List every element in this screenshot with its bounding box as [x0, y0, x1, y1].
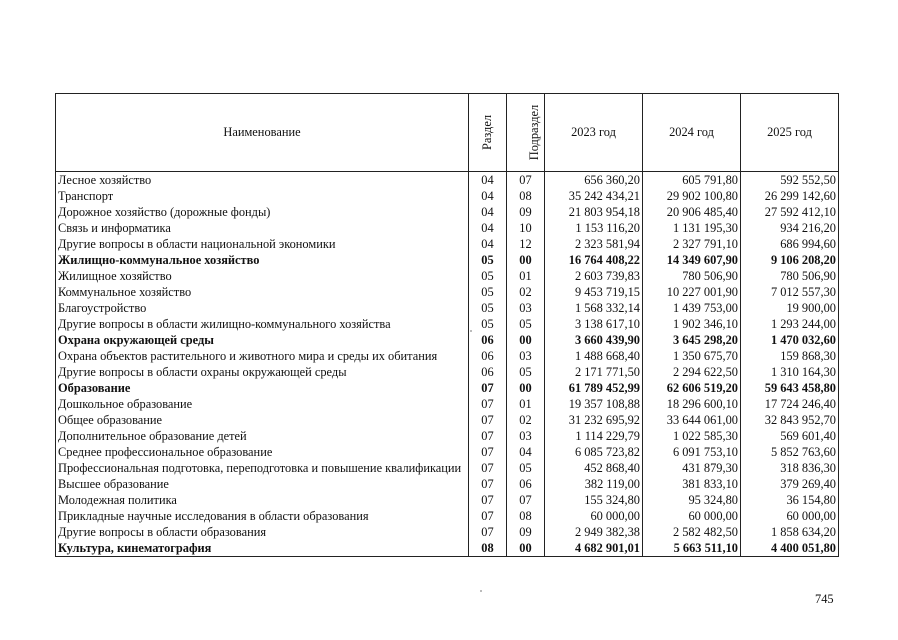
row-name: Коммунальное хозяйство — [56, 284, 469, 300]
table-row — [56, 540, 839, 557]
row-section: 05 — [469, 252, 507, 268]
row-section: 04 — [469, 204, 507, 220]
row-value-2025: 27 592 412,10 — [741, 204, 839, 220]
row-name: Профессиональная подготовка, переподготовка и повышение квалификации — [56, 460, 469, 476]
table-row — [56, 348, 839, 364]
row-value-2024: 1 022 585,30 — [643, 428, 741, 444]
row-section: 05 — [469, 268, 507, 284]
row-value-2025: 1 310 164,30 — [741, 364, 839, 380]
row-name: Охрана окружающей среды — [56, 332, 469, 348]
row-value-2024: 10 227 001,90 — [643, 284, 741, 300]
row-value-2025: 1 858 634,20 — [741, 524, 839, 540]
table-row — [56, 236, 839, 252]
row-section: 07 — [469, 380, 507, 396]
row-value-2025: 36 154,80 — [741, 492, 839, 508]
row-subsection: 03 — [507, 348, 545, 364]
row-value-2023: 1 488 668,40 — [545, 348, 643, 364]
row-value-2024: 5 663 511,10 — [643, 540, 741, 557]
row-section: 06 — [469, 364, 507, 380]
row-section: 06 — [469, 348, 507, 364]
row-value-2024: 20 906 485,40 — [643, 204, 741, 220]
row-value-2025: 1 293 244,00 — [741, 316, 839, 332]
row-value-2024: 1 439 753,00 — [643, 300, 741, 316]
row-subsection: 12 — [507, 236, 545, 252]
row-value-2023: 656 360,20 — [545, 172, 643, 189]
page-number: 745 — [815, 592, 834, 606]
row-value-2025: 7 012 557,30 — [741, 284, 839, 300]
table-row — [56, 252, 839, 268]
row-value-2023: 31 232 695,92 — [545, 412, 643, 428]
row-section: 07 — [469, 396, 507, 412]
row-subsection: 07 — [507, 492, 545, 508]
row-subsection: 09 — [507, 204, 545, 220]
row-section: 07 — [469, 428, 507, 444]
row-value-2024: 1 902 346,10 — [643, 316, 741, 332]
row-section: 07 — [469, 460, 507, 476]
row-name: Молодежная политика — [56, 492, 469, 508]
row-value-2024: 33 644 061,00 — [643, 412, 741, 428]
table-row — [56, 188, 839, 204]
row-section: 05 — [469, 284, 507, 300]
header-2023: 2023 год — [545, 94, 643, 172]
table-row — [56, 284, 839, 300]
row-section: 06 — [469, 332, 507, 348]
row-value-2023: 3 138 617,10 — [545, 316, 643, 332]
row-subsection: 02 — [507, 284, 545, 300]
table-header-row — [56, 94, 839, 172]
row-value-2023: 1 114 229,79 — [545, 428, 643, 444]
header-subsection — [507, 94, 545, 172]
row-value-2023: 452 868,40 — [545, 460, 643, 476]
row-value-2024: 2 327 791,10 — [643, 236, 741, 252]
row-value-2025: 780 506,90 — [741, 268, 839, 284]
table-row — [56, 460, 839, 476]
table-row — [56, 428, 839, 444]
row-value-2023: 3 660 439,90 — [545, 332, 643, 348]
row-value-2024: 2 582 482,50 — [643, 524, 741, 540]
row-value-2025: 379 269,40 — [741, 476, 839, 492]
row-value-2025: 17 724 246,40 — [741, 396, 839, 412]
table-row — [56, 220, 839, 236]
table-row — [56, 332, 839, 348]
row-name: Благоустройство — [56, 300, 469, 316]
row-name: Жилищное хозяйство — [56, 268, 469, 284]
table-row — [56, 492, 839, 508]
row-value-2023: 16 764 408,22 — [545, 252, 643, 268]
row-value-2023: 1 568 332,14 — [545, 300, 643, 316]
row-name: Жилищно-коммунальное хозяйство — [56, 252, 469, 268]
row-subsection: 01 — [507, 268, 545, 284]
row-value-2025: 159 868,30 — [741, 348, 839, 364]
row-value-2025: 934 216,20 — [741, 220, 839, 236]
row-value-2023: 21 803 954,18 — [545, 204, 643, 220]
row-name: Связь и информатика — [56, 220, 469, 236]
row-subsection: 05 — [507, 460, 545, 476]
row-subsection: 01 — [507, 396, 545, 412]
row-subsection: 09 — [507, 524, 545, 540]
row-value-2024: 2 294 622,50 — [643, 364, 741, 380]
table-row — [56, 380, 839, 396]
row-value-2023: 60 000,00 — [545, 508, 643, 524]
row-section: 07 — [469, 412, 507, 428]
row-subsection: 08 — [507, 508, 545, 524]
row-value-2025: 592 552,50 — [741, 172, 839, 189]
row-name: Общее образование — [56, 412, 469, 428]
row-value-2023: 9 453 719,15 — [545, 284, 643, 300]
table-row — [56, 364, 839, 380]
row-section: 04 — [469, 236, 507, 252]
row-name: Прикладные научные исследования в области образования — [56, 508, 469, 524]
table-row — [56, 412, 839, 428]
row-value-2024: 18 296 600,10 — [643, 396, 741, 412]
row-subsection: 04 — [507, 444, 545, 460]
row-subsection: 00 — [507, 332, 545, 348]
row-value-2025: 4 400 051,80 — [741, 540, 839, 557]
row-value-2023: 2 171 771,50 — [545, 364, 643, 380]
row-name: Другие вопросы в области образования — [56, 524, 469, 540]
row-section: 07 — [469, 524, 507, 540]
scan-speck — [480, 590, 482, 592]
row-name: Лесное хозяйство — [56, 172, 469, 189]
row-subsection: 05 — [507, 364, 545, 380]
header-2024: 2024 год — [643, 94, 741, 172]
row-value-2025: 686 994,60 — [741, 236, 839, 252]
row-value-2025: 318 836,30 — [741, 460, 839, 476]
header-section — [469, 94, 507, 172]
budget-table — [55, 93, 839, 557]
row-section: 08 — [469, 540, 507, 557]
row-section: 07 — [469, 476, 507, 492]
row-name: Среднее профессиональное образование — [56, 444, 469, 460]
row-value-2023: 155 324,80 — [545, 492, 643, 508]
table-row — [56, 476, 839, 492]
row-section: 04 — [469, 220, 507, 236]
row-subsection: 00 — [507, 252, 545, 268]
row-subsection: 00 — [507, 380, 545, 396]
row-value-2023: 35 242 434,21 — [545, 188, 643, 204]
table-row — [56, 316, 839, 332]
row-value-2025: 32 843 952,70 — [741, 412, 839, 428]
table-row — [56, 444, 839, 460]
row-name: Высшее образование — [56, 476, 469, 492]
row-value-2025: 5 852 763,60 — [741, 444, 839, 460]
row-value-2024: 780 506,90 — [643, 268, 741, 284]
row-section: 05 — [469, 300, 507, 316]
row-value-2023: 2 323 581,94 — [545, 236, 643, 252]
header-name: Наименование — [56, 94, 469, 172]
row-value-2023: 19 357 108,88 — [545, 396, 643, 412]
table-row — [56, 268, 839, 284]
row-name: Дорожное хозяйство (дорожные фонды) — [56, 204, 469, 220]
row-value-2025: 1 470 032,60 — [741, 332, 839, 348]
row-value-2024: 6 091 753,10 — [643, 444, 741, 460]
row-section: 05 — [469, 316, 507, 332]
row-name: Охрана объектов растительного и животного мира и среды их обитания — [56, 348, 469, 364]
row-value-2024: 3 645 298,20 — [643, 332, 741, 348]
row-section: 07 — [469, 444, 507, 460]
row-name: Другие вопросы в области национальной экономики — [56, 236, 469, 252]
row-subsection: 03 — [507, 300, 545, 316]
row-subsection: 10 — [507, 220, 545, 236]
table-row — [56, 508, 839, 524]
table-row — [56, 204, 839, 220]
row-value-2025: 19 900,00 — [741, 300, 839, 316]
table-body — [56, 172, 839, 557]
row-subsection: 08 — [507, 188, 545, 204]
row-value-2025: 9 106 208,20 — [741, 252, 839, 268]
table-row — [56, 524, 839, 540]
row-name: Другие вопросы в области охраны окружающей среды — [56, 364, 469, 380]
table-row — [56, 396, 839, 412]
row-value-2024: 95 324,80 — [643, 492, 741, 508]
row-subsection: 06 — [507, 476, 545, 492]
row-value-2024: 14 349 607,90 — [643, 252, 741, 268]
row-value-2025: 569 601,40 — [741, 428, 839, 444]
header-subsection-label: Подраздел — [527, 104, 542, 161]
row-value-2024: 381 833,10 — [643, 476, 741, 492]
row-subsection: 07 — [507, 172, 545, 189]
row-value-2023: 2 949 382,38 — [545, 524, 643, 540]
row-value-2025: 26 299 142,60 — [741, 188, 839, 204]
table-row — [56, 172, 839, 189]
row-value-2023: 382 119,00 — [545, 476, 643, 492]
header-section-label: Раздел — [480, 114, 494, 151]
scan-speck — [470, 330, 472, 332]
row-name: Другие вопросы в области жилищно-коммунального хозяйства — [56, 316, 469, 332]
row-value-2024: 29 902 100,80 — [643, 188, 741, 204]
row-value-2023: 6 085 723,82 — [545, 444, 643, 460]
row-name: Дополнительное образование детей — [56, 428, 469, 444]
row-value-2023: 2 603 739,83 — [545, 268, 643, 284]
row-section: 07 — [469, 492, 507, 508]
row-section: 07 — [469, 508, 507, 524]
table-row — [56, 300, 839, 316]
row-name: Образование — [56, 380, 469, 396]
row-subsection: 00 — [507, 540, 545, 557]
row-value-2025: 60 000,00 — [741, 508, 839, 524]
row-subsection: 02 — [507, 412, 545, 428]
row-value-2025: 59 643 458,80 — [741, 380, 839, 396]
row-value-2024: 60 000,00 — [643, 508, 741, 524]
row-name: Транспорт — [56, 188, 469, 204]
row-value-2024: 1 350 675,70 — [643, 348, 741, 364]
row-value-2024: 1 131 195,30 — [643, 220, 741, 236]
row-value-2024: 605 791,80 — [643, 172, 741, 189]
row-value-2023: 1 153 116,20 — [545, 220, 643, 236]
header-2025: 2025 год — [741, 94, 839, 172]
row-section: 04 — [469, 172, 507, 189]
row-section: 04 — [469, 188, 507, 204]
row-name: Дошкольное образование — [56, 396, 469, 412]
row-value-2023: 4 682 901,01 — [545, 540, 643, 557]
row-name: Культура, кинематография — [56, 540, 469, 557]
row-value-2023: 61 789 452,99 — [545, 380, 643, 396]
row-subsection: 05 — [507, 316, 545, 332]
row-subsection: 03 — [507, 428, 545, 444]
row-value-2024: 62 606 519,20 — [643, 380, 741, 396]
row-value-2024: 431 879,30 — [643, 460, 741, 476]
